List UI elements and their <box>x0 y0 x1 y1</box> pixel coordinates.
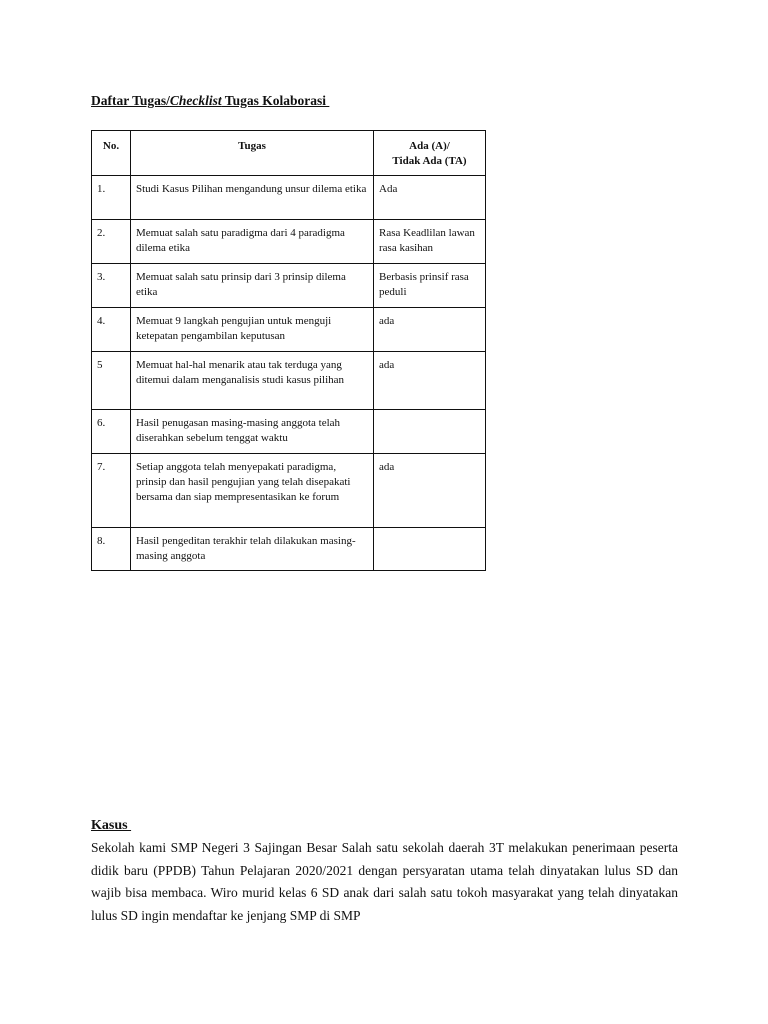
header-status <box>374 131 486 176</box>
row-number: 3. <box>92 264 131 308</box>
kasus-heading: Kasus <box>91 818 132 833</box>
header-status-line2: Tidak Ada (TA) <box>392 155 467 167</box>
row-status: Rasa Keadlilan lawan rasa kasihan <box>374 220 486 264</box>
table-row <box>92 308 486 352</box>
row-task: Hasil pengeditan terakhir telah dilakukan masing-masing anggota <box>131 528 374 571</box>
table-row <box>92 352 486 410</box>
row-status <box>374 528 486 571</box>
row-task: Hasil penugasan masing-masing anggota telah diserahkan sebelum tenggat waktu <box>131 410 374 454</box>
kasus-paragraph: Sekolah kami SMP Negeri 3 Sajingan Besar Salah satu sekolah daerah 3T melakukan penerimaan peserta didik baru (PPDB) Tahun Pelajaran 2020/2021 dengan persyaratan utama telah dinyatakan lulus SD dan wajib bisa membaca. Wiro murid kelas 6 SD anak dari salah satu tokoh masyarakat yang telah dinyatakan lulus SD ingin mendaftar ke jenjang SMP di SMP <box>91 840 678 923</box>
document-title <box>91 93 329 109</box>
table-row <box>92 264 486 308</box>
table-row <box>92 454 486 528</box>
row-status: Ada <box>374 176 486 220</box>
row-number: 5 <box>92 352 131 410</box>
table-header-row <box>92 131 486 176</box>
title-text-part2: Tugas Kolaborasi <box>221 93 330 108</box>
header-no: No. <box>92 131 131 176</box>
table-row <box>92 528 486 571</box>
title-italic-word: Checklist <box>169 93 222 108</box>
row-number: 4. <box>92 308 131 352</box>
row-task: Setiap anggota telah menyepakati paradigma, prinsip dan hasil pengujian yang telah disepakati bersama dan siap mempresentasikan ke forum <box>131 454 374 528</box>
row-task: Memuat hal-hal menarik atau tak terduga yang ditemui dalam menganalisis studi kasus pilihan <box>131 352 374 410</box>
table-row <box>92 220 486 264</box>
row-number: 1. <box>92 176 131 220</box>
table-row <box>92 176 486 220</box>
row-task: Studi Kasus Pilihan mengandung unsur dilema etika <box>131 176 374 220</box>
header-status-line1: Ada (A)/ <box>409 140 450 152</box>
row-number: 6. <box>92 410 131 454</box>
row-task: Memuat 9 langkah pengujian untuk menguji ketepatan pengambilan keputusan <box>131 308 374 352</box>
row-status: ada <box>374 352 486 410</box>
row-number: 7. <box>92 454 131 528</box>
row-status: Berbasis prinsif rasa peduli <box>374 264 486 308</box>
table-row <box>92 410 486 454</box>
row-status: ada <box>374 308 486 352</box>
row-number: 8. <box>92 528 131 571</box>
header-task: Tugas <box>131 131 374 176</box>
title-text-part1: Daftar Tugas/ <box>91 93 170 108</box>
row-task: Memuat salah satu paradigma dari 4 paradigma dilema etika <box>131 220 374 264</box>
row-task: Memuat salah satu prinsip dari 3 prinsip dilema etika <box>131 264 374 308</box>
row-number: 2. <box>92 220 131 264</box>
checklist-table <box>91 130 486 571</box>
row-status <box>374 410 486 454</box>
row-status: ada <box>374 454 486 528</box>
